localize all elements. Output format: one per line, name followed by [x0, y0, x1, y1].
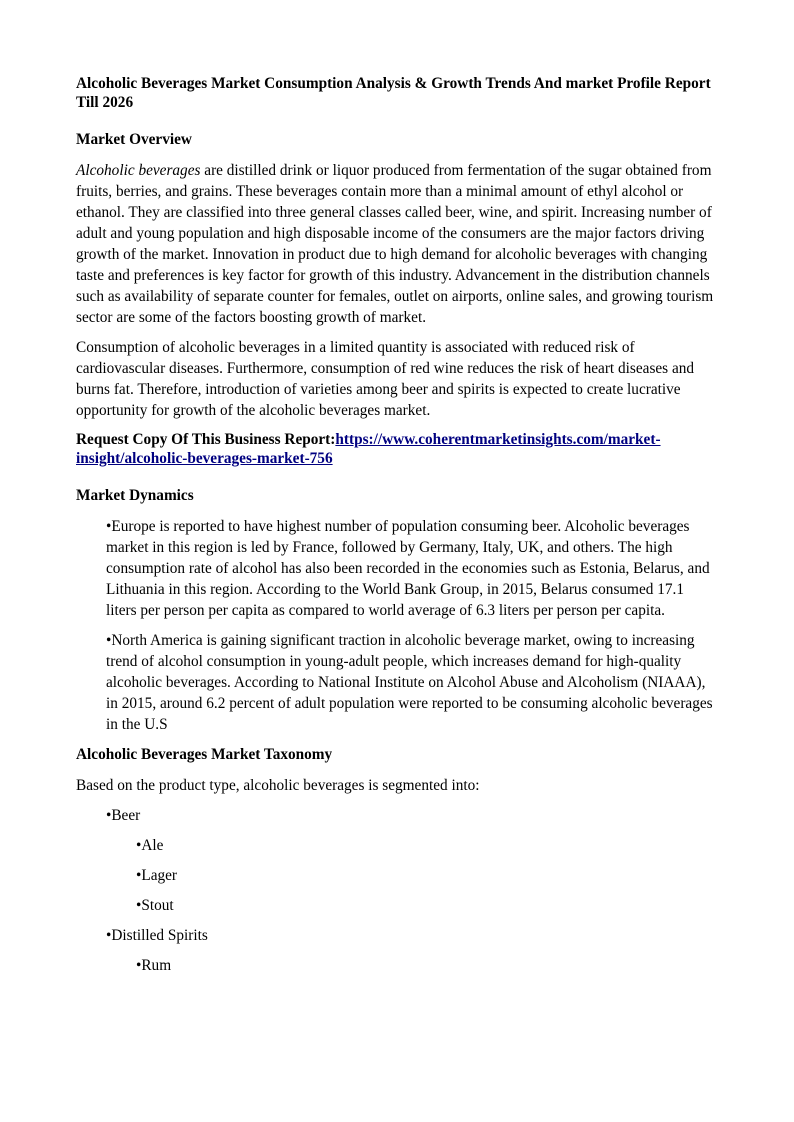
taxonomy-item-beer: •Beer: [106, 807, 141, 824]
request-copy-label: Request Copy Of This Business Report:: [76, 431, 336, 448]
market-dynamics-heading: Market Dynamics: [76, 487, 194, 504]
market-taxonomy-heading: Alcoholic Beverages Market Taxonomy: [76, 746, 333, 763]
request-copy-line: [76, 430, 718, 468]
taxonomy-subitem-lager: •Lager: [136, 867, 178, 884]
taxonomy-subitem-rum: •Rum: [136, 957, 172, 974]
taxonomy-intro: Based on the product type, alcoholic beverages is segmented into:: [76, 777, 480, 794]
overview-paragraph-1: [76, 160, 718, 328]
request-copy-link[interactable]: https://www.coherentmarketinsights.com/market-insight/alcoholic-beverages-market-756: [76, 431, 661, 467]
taxonomy-item-distilled-spirits: •Distilled Spirits: [106, 927, 208, 944]
taxonomy-subitem-stout: •Stout: [136, 897, 174, 914]
overview-italic-term: Alcoholic beverages: [76, 162, 201, 179]
document-title: Alcoholic Beverages Market Consumption Analysis & Growth Trends And market Profile Report Till 2026: [76, 75, 711, 111]
taxonomy-subitem-ale: •Ale: [136, 837, 164, 854]
overview-paragraph-1-text: are distilled drink or liquor produced from fermentation of the sugar obtained from fruits, berries, and grains. These beverages contain more than a minimal amount of ethyl alcohol or ethanol. They are classified into three general classes called beer, wine, and spirit. Increasing number of adult and young population and high disposable income of the consumers are the major factors driving growth of the market. Innovation in product due to high demand for alcoholic beverages with changing taste and preferences is key factor for growth of this industry. Advancement in the distribution channels such as availability of separate counter for females, outlet on airports, online sales, and growing tourism sector are some of the factors boosting growth of market.: [76, 162, 714, 326]
dynamics-item-north-america: •North America is gaining significant traction in alcoholic beverage market, owing to increasing trend of alcohol consumption in young-adult people, which increases demand for high-quality alcoholic beverages. According to National Institute on Alcohol Abuse and Alcoholism (NIAAA), in 2015, around 6.2 percent of adult population were reported to be consuming alcoholic beverages in the U.S: [106, 632, 713, 733]
market-overview-heading: Market Overview: [76, 131, 192, 148]
overview-paragraph-2: Consumption of alcoholic beverages in a limited quantity is associated with reduced risk of cardiovascular diseases. Furthermore, consumption of red wine reduces the risk of heart diseases and burns fat. Therefore, introduction of varieties among beer and spirits is expected to create lucrative opportunity for growth of the alcoholic beverages market.: [76, 339, 695, 419]
dynamics-item-europe: •Europe is reported to have highest number of population consuming beer. Alcoholic beverages market in this region is led by France, followed by Germany, Italy, UK, and others. The high consumption rate of alcohol has also been recorded in the economies such as Estonia, Belarus, and Lithuania in this region. According to the World Bank Group, in 2015, Belarus consumed 17.1 liters per person per capita as compared to world average of 6.3 liters per person per capita.: [106, 518, 710, 619]
